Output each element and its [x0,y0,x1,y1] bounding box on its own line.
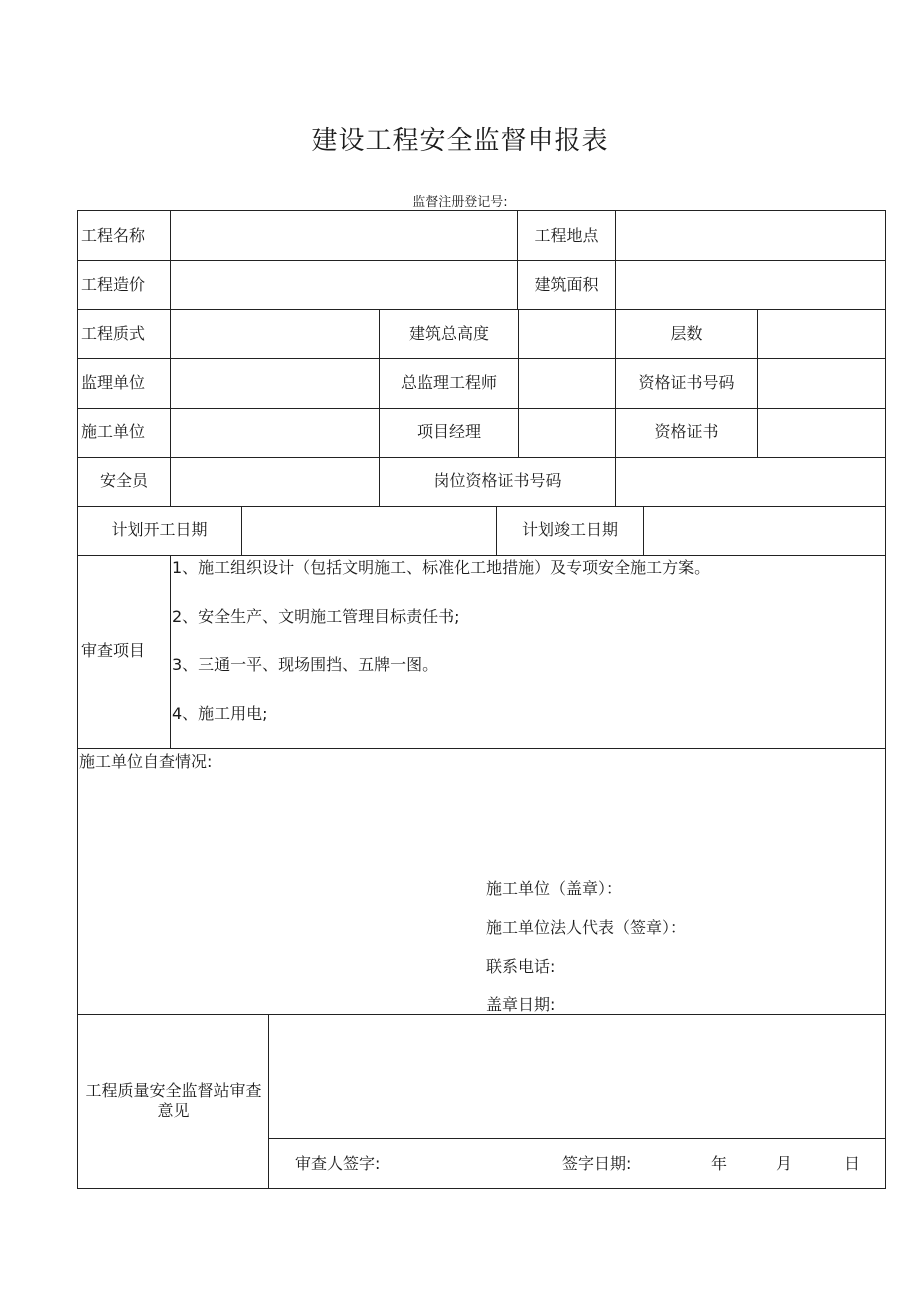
seal-label: 施工单位（盖章）： [486,879,623,898]
registration-number-label: 监督注册登记号: [412,195,508,210]
review-items-label: 审查项目 [81,641,146,660]
day-label: 日 [844,1154,861,1173]
project-manager-label: 项目经理 [416,422,481,441]
certificate-label: 资格证书 [654,422,719,441]
sign-date-label: 签字日期: [562,1154,632,1173]
row-border [77,506,886,507]
row-border [77,309,886,310]
construction-unit-label: 施工单位 [81,422,146,441]
row-border [77,210,886,211]
project-location-label: 工程地点 [534,226,599,245]
phone-label: 联系电话: [486,957,556,976]
cert-number-label: 资格证书号码 [638,373,735,392]
col-border [241,506,242,555]
year-label: 年 [711,1154,728,1173]
row-border [77,1188,886,1189]
project-name-label: 工程名称 [81,226,146,245]
month-label: 月 [776,1154,793,1173]
row-border [77,555,886,556]
building-height-label: 建筑总高度 [408,324,489,343]
self-check-heading: 施工单位自查情况: [79,752,213,771]
planned-start-label: 计划开工日期 [111,520,208,539]
row-border [77,748,886,749]
project-quality-label: 工程质式 [81,324,146,343]
review-item: 1、施工组织设计（包括文明施工、标准化工地措施）及专项安全施工方案。 [172,558,711,577]
col-border [518,309,519,457]
row-border [77,408,886,409]
station-opinion-label: 工程质量安全监督站审查意见 [85,1081,262,1120]
table-right-border [885,210,886,1189]
reviewer-sign-label: 审查人签字: [295,1154,381,1173]
project-cost-label: 工程造价 [81,275,146,294]
supervision-unit-label: 监理单位 [81,373,146,392]
review-item: 4、施工用电; [172,704,268,723]
col-border [757,309,758,457]
post-cert-number-label: 岗位资格证书号码 [433,471,562,490]
col-border [615,210,616,506]
row-border [77,260,886,261]
floors-label: 层数 [670,324,703,343]
row-border [77,1014,886,1015]
col-border [170,555,171,748]
col-border [643,506,644,555]
legal-rep-label: 施工单位法人代表（签章）： [486,918,687,937]
chief-engineer-label: 总监理工程师 [400,373,497,392]
building-area-label: 建筑面积 [534,275,599,294]
row-border [77,358,886,359]
row-border [268,1138,886,1139]
page-title: 建设工程安全监督申报表 [311,126,609,156]
safety-officer-label: 安全员 [99,471,148,490]
seal-date-label: 盖章日期: [486,995,556,1014]
col-border [268,1014,269,1188]
review-item: 2、安全生产、文明施工管理目标责任书; [172,607,460,626]
col-border [170,210,171,506]
planned-end-label: 计划竣工日期 [521,520,618,539]
review-item: 3、三通一平、现场围挡、五牌一图。 [172,655,439,674]
row-border [77,457,886,458]
table-left-border [77,210,78,1189]
